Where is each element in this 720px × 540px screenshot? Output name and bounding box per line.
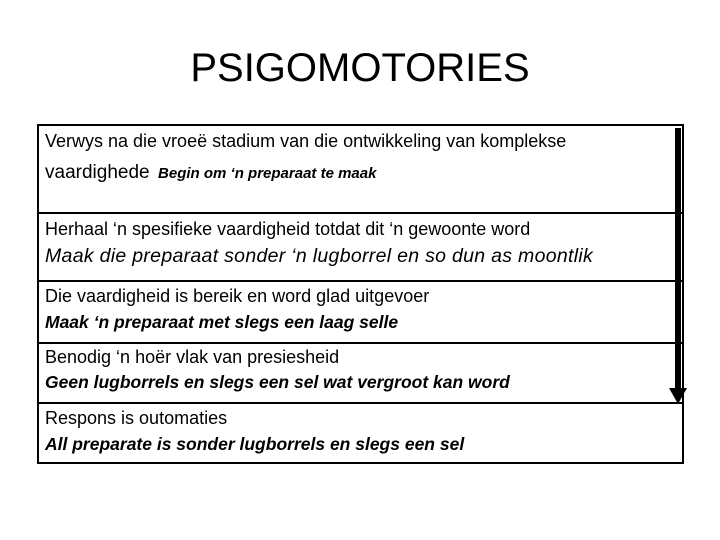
row-description: Die vaardigheid is bereik en word glad uitgevoer: [45, 286, 430, 306]
row-description-tail: vaardighede: [45, 162, 150, 183]
row-description: Benodig ‘n hoër vlak van presiesheid: [45, 347, 340, 367]
table-row: [39, 214, 682, 282]
table-row: [39, 344, 682, 404]
table-row: [39, 404, 682, 464]
page-title: PSIGOMOTORIES: [190, 46, 530, 90]
stages-table: [37, 124, 684, 464]
row-description: Verwys na die vroeë stadium van die ontwikkeling van komplekse: [45, 131, 567, 151]
row-example: Begin om ‘n preparaat te maak: [158, 165, 377, 182]
row-example: Maak ‘n preparaat met slegs een laag selle: [45, 312, 399, 332]
arrow-head: [669, 388, 687, 404]
table-row: [39, 282, 682, 344]
row-description: Respons is outomaties: [45, 408, 228, 428]
arrow-shaft: [675, 128, 681, 390]
row-example: All preparate is sonder lugborrels en slegs een sel: [45, 434, 465, 454]
table-row: [39, 126, 682, 214]
row-description: Herhaal ‘n spesifieke vaardigheid totdat dit ‘n gewoonte word: [45, 219, 531, 239]
progression-arrow-icon: [668, 128, 688, 404]
row-description-continued: [45, 162, 376, 184]
row-example: Geen lugborrels en slegs een sel wat vergroot kan word: [45, 372, 510, 392]
row-example: Maak die preparaat sonder ‘n lugborrel en so dun as moontlik: [45, 245, 594, 267]
